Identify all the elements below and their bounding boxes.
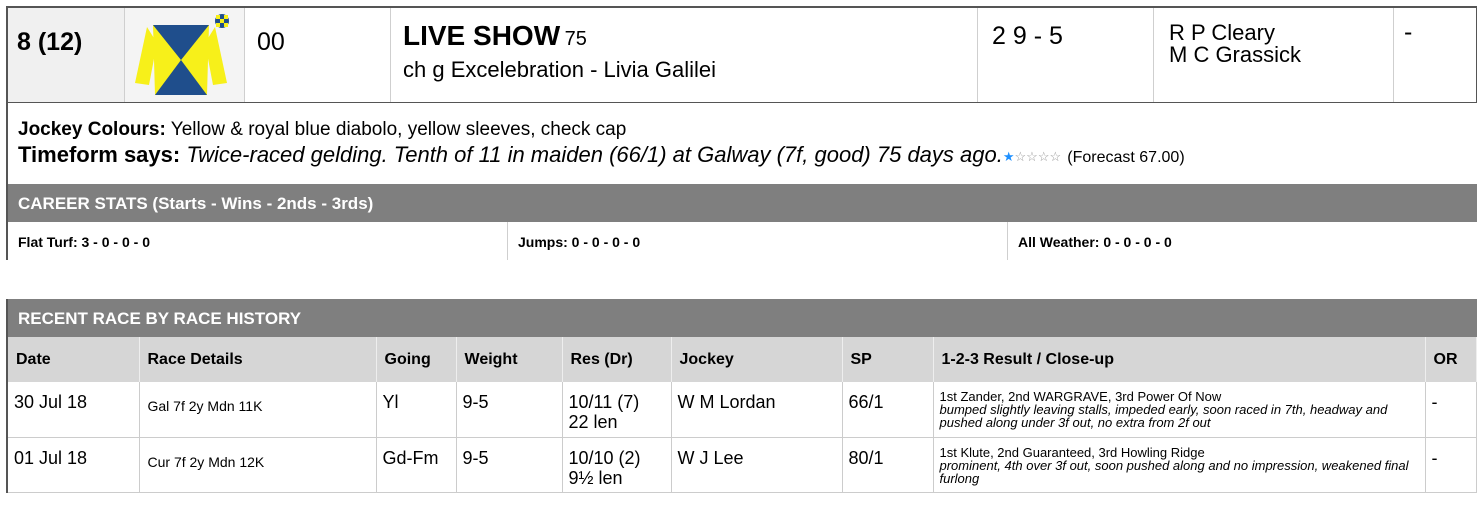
table-row [7,382,1477,437]
age-weight: 2 9 - 5 [978,8,1154,102]
jockey-colours [18,119,1477,141]
race-going: Yl [376,382,456,437]
trainer-jockey-cell [1154,8,1394,102]
race-weight: 9-5 [456,382,562,437]
career-jumps: Jumps: 0 - 0 - 0 - 0 [508,222,1008,260]
race-sp: 80/1 [842,437,933,492]
col-header: Jockey [671,337,842,382]
table-row [7,437,1477,492]
col-header: Res (Dr) [562,337,671,382]
timeform-says-text: Twice-raced gelding. Tenth of 11 in maiden (66/1) at Galway (7f, good) 75 days ago. [186,142,1003,167]
col-header: Going [376,337,456,382]
jockey-name[interactable]: M C Grassick [1169,42,1301,67]
race-or: - [1425,382,1477,437]
star-filled-icon: ★ [1002,149,1015,164]
jockey-colours-label: Jockey Colours: [18,119,166,140]
career-stats-header: CAREER STATS (Starts - Wins - 2nds - 3rds) [6,184,1477,222]
col-header: SP [842,337,933,382]
star-rating [1003,149,1061,164]
race-placings: 1st Klute, 2nd Guaranteed, 3rd Howling Ridge [939,444,1205,460]
col-header: Weight [456,337,562,382]
race-date: 30 Jul 18 [7,382,139,437]
runner-name-cell [391,8,978,102]
timeform-says [18,142,1477,168]
forecast: (Forecast 67.00) [1067,149,1185,166]
horse-breeding: ch g Excelebration - Livia Galilei [403,57,717,82]
horse-rating: 75 [564,28,587,50]
col-header: OR [1425,337,1477,382]
race-distance: 9½ len [568,467,623,488]
race-result [562,382,671,437]
col-header: 1-2-3 Result / Close-up [933,337,1425,382]
runner-extra: - [1404,18,1413,46]
race-details[interactable]: Cur 7f 2y Mdn 12K [139,437,376,492]
career-flat-turf: Flat Turf: 3 - 0 - 0 - 0 [8,222,508,260]
jockey-silks-icon [125,8,245,102]
race-jockey[interactable]: W M Lordan [671,382,842,437]
col-header: Date [7,337,139,382]
race-comment: prominent, 4th over 3f out, soon pushed along and no impression, weakened final furlong [939,457,1409,486]
runner-number: 8 (12) [8,8,125,102]
race-history-header: RECENT RACE BY RACE HISTORY [6,299,1477,337]
race-jockey[interactable]: W J Lee [671,437,842,492]
race-going: Gd-Fm [376,437,456,492]
race-position: 10/11 (7) [568,392,640,412]
career-all-weather: All Weather: 0 - 0 - 0 - 0 [1018,234,1172,250]
table-header-row [7,337,1477,382]
race-date: 01 Jul 18 [7,437,139,492]
race-weight: 9-5 [456,437,562,492]
runner-row [6,6,1477,103]
race-comment: bumped slightly leaving stalls, impeded early, soon raced in 7th, headway and pushed along under 3f out, no extra from 2f out [939,402,1388,430]
race-details[interactable]: Gal 7f 2y Mdn 11K [139,382,376,437]
jockey-colours-text: Yellow & royal blue diabolo, yellow sleeves, check cap [170,119,627,140]
col-header: Race Details [139,337,376,382]
runner-info [6,103,1477,184]
trainer-name[interactable]: R P Cleary [1169,20,1275,45]
race-closeup [933,437,1425,492]
runner-draw: 00 [245,8,391,102]
horse-name[interactable]: LIVE SHOW [403,20,561,51]
race-result [562,437,671,492]
race-closeup [933,382,1425,437]
race-history-table [6,337,1477,493]
race-or: - [1425,437,1477,492]
race-position: 10/10 (2) [568,447,641,468]
career-stats-row [6,222,1477,260]
race-distance: 22 len [568,412,618,432]
timeform-says-label: Timeform says: [18,142,181,167]
race-sp: 66/1 [842,382,933,437]
race-placings: 1st Zander, 2nd WARGRAVE, 3rd Power Of Now [939,389,1222,404]
star-empty-icon: ☆☆☆☆ [1014,149,1062,164]
